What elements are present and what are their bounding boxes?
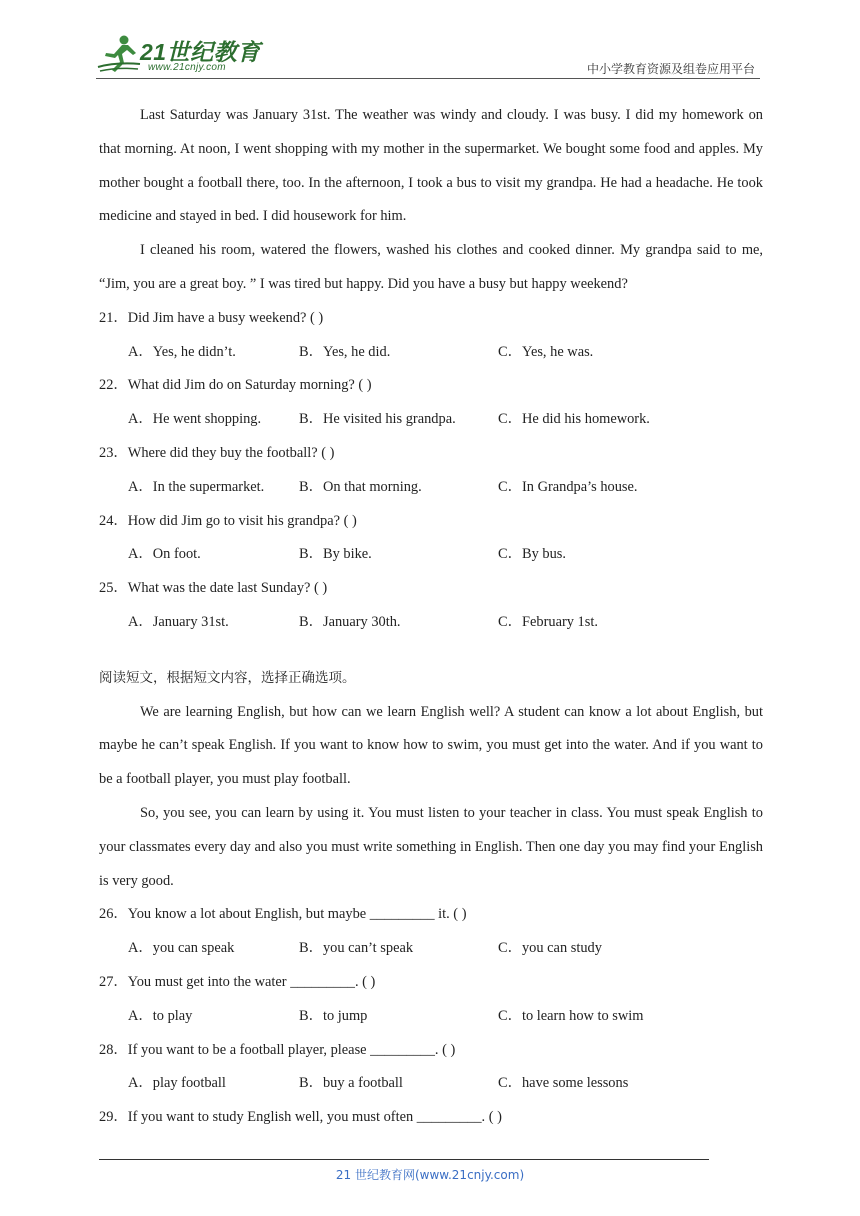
question-22: 22．What did Jim do on Saturday morning? ( ) [99,377,372,394]
logo-url: www.21cnjy.com [148,62,226,73]
passage2-paragraph: We are learning English, but how can we learn English well? A student can know a lot about English, but maybe he can’t speak English. If you want to know how to swim, you must get into the water. And if you want to be a football player, you must play football. [99,703,763,788]
question-28: 28．If you want to be a football player, please _________. ( ) [99,1041,456,1058]
options-row [99,932,763,966]
question-24: 24．How did Jim go to visit his grandpa? ( ) [99,512,357,529]
options-row [99,538,763,572]
option-b: B．to jump [299,1007,368,1024]
options-row [99,1067,763,1101]
question-block [99,898,763,966]
passage1-paragraph: I cleaned his room, watered the flowers, washed his clothes and cooked dinner. My grandpa said to me, “Jim, you are a great boy. ” I was tired but happy. Did you have a busy but happy weekend? [99,242,763,292]
option-a: A．He went shopping. [128,411,262,428]
question-27: 27．You must get into the water _________. ( ) [99,973,376,990]
options-row [99,471,763,505]
options-row [99,606,763,640]
option-b: B．On that morning. [299,478,422,495]
section-spacer [99,640,763,662]
option-a: A．Yes, he didn’t. [128,343,236,360]
option-b: B．January 30th. [299,613,401,630]
question-29: 29．If you want to study English well, you must often _________. ( ) [99,1109,502,1126]
option-c: C．to learn how to swim [498,1007,644,1024]
options-row [99,1000,763,1034]
option-a: A．you can speak [128,940,235,957]
section-instruction: 阅读短文，根据短文内容，选择正确选项。 [99,669,356,686]
question-block [99,302,763,370]
runner-logo-icon [96,34,142,74]
option-a: A．to play [128,1007,193,1024]
options-row [99,403,763,437]
option-b: B．He visited his grandpa. [299,411,456,428]
question-block [99,505,763,573]
option-b: B．Yes, he did. [299,343,391,360]
footer-divider [99,1159,709,1160]
question-block [99,1034,763,1102]
question-23: 23．Where did they buy the football? ( ) [99,444,335,461]
option-a: A．In the supermarket. [128,478,265,495]
option-b: B．you can’t speak [299,940,414,957]
question-block [99,966,763,1034]
header-divider [96,78,760,79]
document-body [99,99,763,1135]
question-26: 26．You know a lot about English, but maybe _________ it. ( ) [99,906,467,923]
passage2-paragraph: So, you see, you can learn by using it. You must listen to your teacher in class. You must speak English to your classmates every day and also you must write something in English. Then one day you may find your English is very good. [99,804,763,889]
question-block [99,437,763,505]
platform-name: 中小学教育资源及组卷应用平台 [586,62,755,76]
options-row [99,336,763,370]
option-a: A．play football [128,1075,226,1092]
option-b: B．buy a football [299,1075,403,1092]
option-c: C．you can study [498,940,602,957]
page-footer: 21 世纪教育网(www.21cnjy.com) [335,1168,525,1182]
page-header [0,0,860,80]
option-b: B．By bike. [299,546,372,563]
option-c: C．By bus. [498,546,566,563]
question-block [99,369,763,437]
question-block [99,572,763,640]
question-21: 21．Did Jim have a busy weekend? ( ) [99,309,324,326]
option-c: C．In Grandpa’s house. [498,478,638,495]
passage1-paragraph: Last Saturday was January 31st. The weather was windy and cloudy. I was busy. I did my homework on that morning. At noon, I went shopping with my mother in the supermarket. We bought some food and apples. My mother bought a football there, too. In the afternoon, I took a bus to visit my grandpa. He had a headache. He took medicine and stayed in bed. I did housework for him. [99,107,763,225]
option-c: C．February 1st. [498,613,598,630]
option-a: A．On foot. [128,546,201,563]
option-a: A．January 31st. [128,613,229,630]
logo [96,34,266,78]
option-c: C．Yes, he was. [498,343,594,360]
question-25: 25．What was the date last Sunday? ( ) [99,580,328,597]
logo-text: 21世纪教育 [140,39,261,65]
option-c: C．He did his homework. [498,411,650,428]
option-c: C．have some lessons [498,1075,629,1092]
